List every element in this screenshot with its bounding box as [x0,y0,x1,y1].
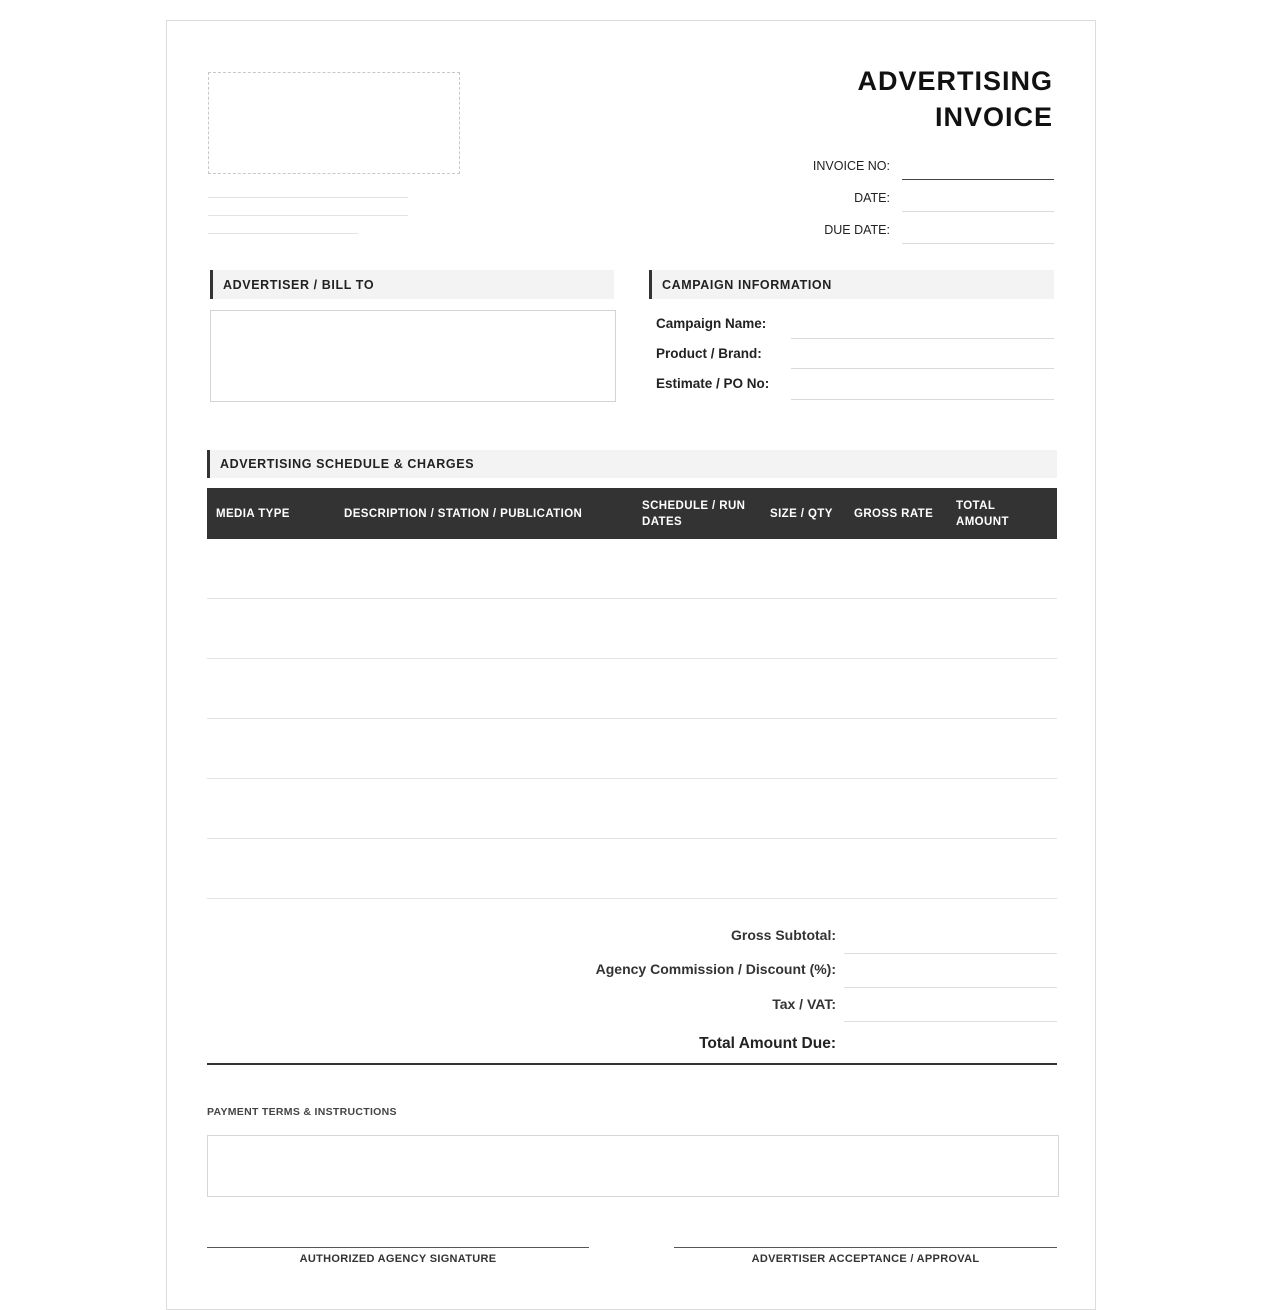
table-row[interactable] [207,898,1057,899]
invoice-no-field[interactable] [902,179,1054,180]
campaign-name-field[interactable] [791,338,1054,339]
campaign-section-heading [649,270,1054,299]
invoice-page [166,20,1096,1310]
agency-signature-line[interactable] [207,1247,589,1248]
campaign-heading-text: CAMPAIGN INFORMATION [662,277,832,292]
column-media-type: MEDIA TYPE [216,507,290,520]
column-size-qty: SIZE / QTY [770,507,833,520]
schedule-section-heading [207,450,1057,478]
advertiser-approval-line[interactable] [674,1247,1057,1248]
gross-subtotal-label: Gross Subtotal: [730,927,836,943]
company-address-line-3[interactable] [208,233,358,234]
company-address-line-1[interactable] [208,197,408,198]
due-date-field[interactable] [902,243,1054,244]
agency-commission-field[interactable] [844,987,1057,988]
advertiser-heading-text: ADVERTISER / BILL TO [223,277,375,292]
agency-commission-label: Agency Commission / Discount (%): [595,961,836,977]
invoice-title [753,63,1053,135]
total-divider [207,1063,1057,1065]
bill-to-textarea[interactable] [210,310,616,402]
table-row[interactable] [207,598,1057,599]
payment-terms-heading: PAYMENT TERMS & INSTRUCTIONS [207,1106,397,1118]
date-label: DATE: [854,191,890,205]
product-brand-label: Product / Brand: [656,346,762,361]
company-address-line-2[interactable] [208,215,408,216]
table-row[interactable] [207,718,1057,719]
payment-terms-textarea[interactable] [207,1135,1059,1197]
estimate-po-field[interactable] [791,399,1054,400]
advertiser-section-heading [210,270,614,299]
invoice-title-line-1: ADVERTISING [857,66,1053,96]
table-row[interactable] [207,658,1057,659]
total-amount-due-label: Total Amount Due: [699,1035,836,1052]
date-field[interactable] [902,211,1054,212]
invoice-title-line-2: INVOICE [934,102,1053,132]
due-date-label: DUE DATE: [824,223,890,237]
campaign-name-label: Campaign Name: [656,316,767,331]
estimate-po-label: Estimate / PO No: [656,376,770,391]
table-row[interactable] [207,838,1057,839]
invoice-no-label: INVOICE NO: [812,159,890,173]
column-gross-rate: GROSS RATE [854,507,934,520]
column-total-amount: TOTAL AMOUNT [956,499,1009,528]
logo-placeholder[interactable] [208,72,460,174]
gross-subtotal-field[interactable] [844,953,1057,954]
table-row[interactable] [207,778,1057,779]
tax-vat-label: Tax / VAT: [772,996,836,1012]
advertiser-approval-label: ADVERTISER ACCEPTANCE / APPROVAL [751,1253,980,1265]
schedule-heading-text: ADVERTISING SCHEDULE & CHARGES [220,457,475,471]
column-schedule-dates: SCHEDULE / RUN DATES [642,499,746,528]
column-description: DESCRIPTION / STATION / PUBLICATION [344,507,583,520]
product-brand-field[interactable] [791,368,1054,369]
tax-vat-field[interactable] [844,1021,1057,1022]
agency-signature-label: AUTHORIZED AGENCY SIGNATURE [299,1253,497,1265]
schedule-table-header [207,488,1057,539]
